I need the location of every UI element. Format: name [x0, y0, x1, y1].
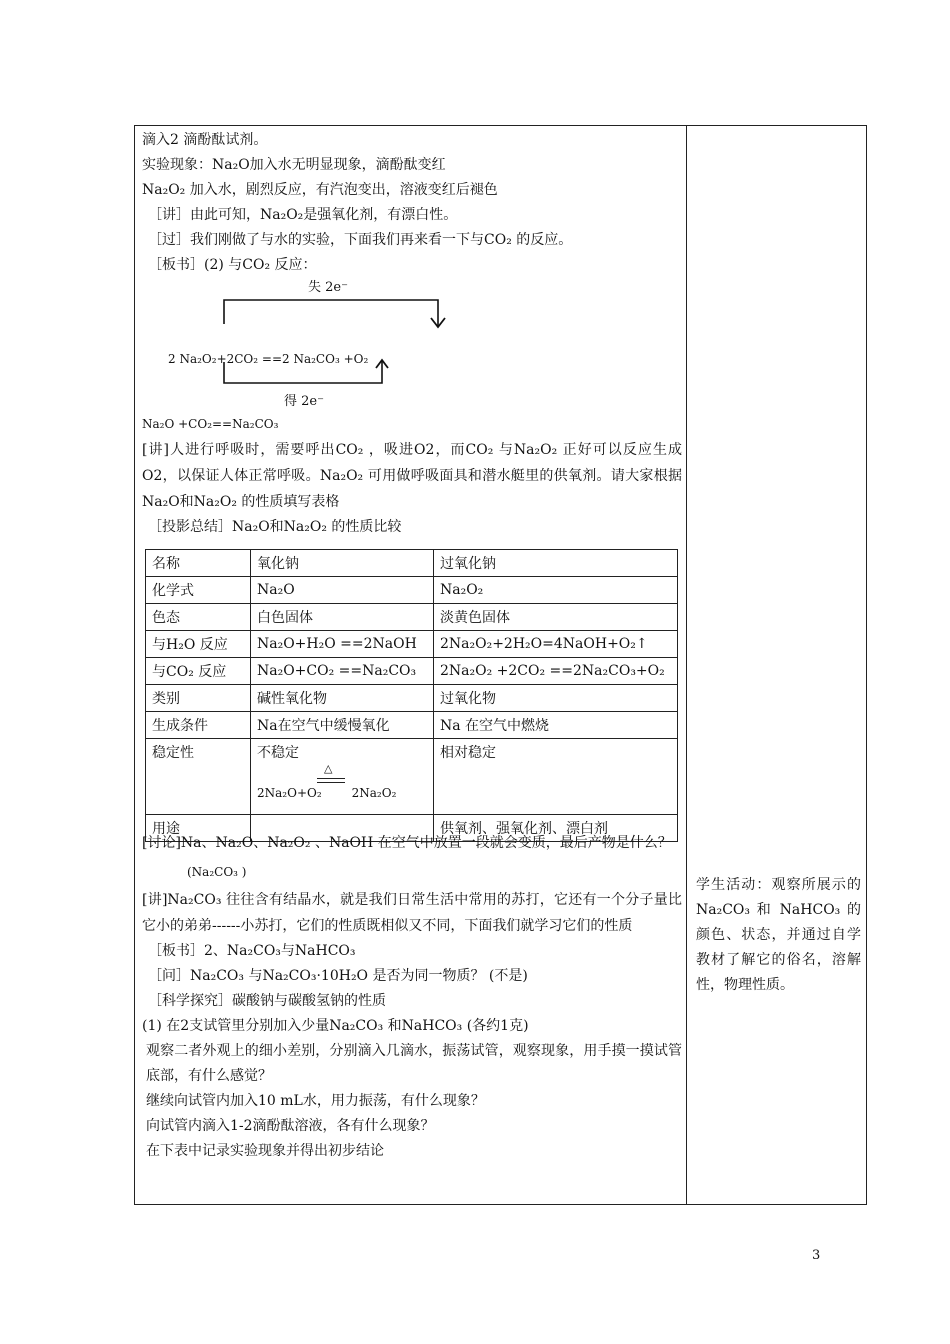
text-line: Na₂O +CO₂==Na₂CO₃ — [142, 417, 279, 431]
text-line: 继续向试管内加入10 mL水，用力振荡，有什么现象？ — [146, 1093, 485, 1109]
table-row — [146, 631, 678, 658]
table-row — [146, 658, 678, 685]
equals-bar — [317, 778, 345, 779]
student-activity-note: 学生活动：观察所展示的 Na₂CO₃ 和 NaHCO₃ 的颜色、状态，并通过自学教材了解它的俗名，溶解性，物理性质。 — [696, 877, 861, 993]
text-line: ［板书］(2) 与CO₂ 反应： — [148, 257, 317, 273]
row-label: 类别 — [146, 685, 251, 712]
paragraph: 观察二者外观上的细小差别，分别滴入几滴水，振荡试管，观察现象，用手摸一摸试管底部，有什么感觉？ — [146, 1043, 682, 1084]
row-label: 色态 — [146, 604, 251, 631]
text-line: Na₂O₂ 加入水，剧烈反应，有汽泡变出，溶液变红后褪色 — [142, 182, 498, 198]
stability-equation — [257, 786, 396, 800]
stability-text: 不稳定 — [257, 745, 299, 761]
cell-na2o: 氧化钠 — [251, 550, 434, 577]
cell-na2o2: 供氧剂、强氧化剂、漂白剂 — [434, 815, 678, 842]
row-label: 稳定性 — [146, 739, 251, 815]
comparison-table — [145, 549, 678, 842]
text-line: (Na₂CO₃ ) — [187, 865, 247, 879]
cell-na2o: 碱性氧化物 — [251, 685, 434, 712]
paragraph: [讨论]Na、Na₂O、Na₂O₂ 、NaOH 在空气中放置一段就会变质，最后产物是什么？ — [142, 835, 672, 851]
cell-na2o: Na在空气中缓慢氧化 — [251, 712, 434, 739]
text-line: ［问］Na₂CO₃ 与Na₂CO₃·10H₂O 是否为同一物质？ (不是) — [148, 968, 528, 984]
equals-bar — [317, 782, 345, 783]
electron-transfer-diagram — [142, 278, 682, 418]
table-row — [146, 685, 678, 712]
cell-na2o2: 过氧化物 — [434, 685, 678, 712]
text-line: (1) 在2支试管里分别加入少量Na₂CO₃ 和NaHCO₃ (各约1克) — [142, 1018, 529, 1034]
text-line: ［板书］2、Na₂CO₃与NaHCO₃ — [148, 943, 356, 959]
row-label: 名称 — [146, 550, 251, 577]
table-row — [146, 550, 678, 577]
text-line: 在下表中记录实验现象并得出初步结论 — [146, 1143, 384, 1159]
table-row-stability — [146, 739, 678, 815]
text-line: ［过］我们刚做了与水的实验，下面我们再来看一下与CO₂ 的反应。 — [148, 232, 573, 248]
cell-na2o2: 2Na₂O₂+2H₂O=4NaOH+O₂↑ — [434, 631, 678, 658]
gain-electrons-label: 得 2e⁻ — [284, 394, 324, 409]
cell-na2o: Na₂O — [251, 577, 434, 604]
cell-na2o: Na₂O+CO₂ ==Na₂CO₃ — [251, 658, 434, 685]
cell-na2o2: 过氧化钠 — [434, 550, 678, 577]
table-row — [146, 604, 678, 631]
row-label: 化学式 — [146, 577, 251, 604]
text-line: 向试管内滴入1-2滴酚酞溶液，各有什么现象？ — [146, 1118, 435, 1134]
table-row — [146, 712, 678, 739]
cell-na2o2: 相对稳定 — [434, 739, 678, 815]
lose-electrons-label: 失 2e⁻ — [308, 280, 348, 295]
equation-right: 2Na₂O₂ — [351, 786, 397, 800]
text-line: ［科学探究］碳酸钠与碳酸氢钠的性质 — [148, 993, 386, 1009]
paragraph: [讲]Na₂CO₃ 往往含有结晶水，就是我们日常生活中常用的苏打，它还有一个分子量比它小的弟弟------小苏打，它们的性质既相似又不同，下面我们就学习它们的性质 — [142, 892, 682, 934]
reaction-equation: 2 Na₂O₂+2CO₂ ==2 Na₂CO₃ +O₂ — [168, 352, 369, 366]
equation-left: 2Na₂O+O₂ — [257, 786, 322, 800]
main-column — [142, 128, 682, 540]
row-label: 生成条件 — [146, 712, 251, 739]
text-line: ［讲］由此可知，Na₂O₂是强氧化剂，有漂白性。 — [148, 207, 458, 223]
column-divider — [686, 125, 687, 1205]
paragraph: [讲]人进行呼吸时，需要呼出CO₂ ，吸进O2，而CO₂ 与Na₂O₂ 正好可以反应生成O2，以保证人体正常呼吸。Na₂O₂ 可用做呼吸面具和潜水艇里的供氧剂。请大家根据Na₂O和Na₂O₂ 的性质填写表格 — [142, 442, 682, 510]
stability-condition — [257, 742, 427, 808]
cell-na2o — [251, 739, 434, 815]
text-line: 滴入2 滴酚酞试剂。 — [142, 132, 268, 148]
page-number: 3 — [812, 1248, 821, 1263]
heat-symbol: △ — [324, 762, 333, 775]
cell-na2o2: Na 在空气中燃烧 — [434, 712, 678, 739]
cell-na2o: 白色固体 — [251, 604, 434, 631]
text-line: 实验现象：Na₂O加入水无明显现象，滴酚酞变红 — [142, 157, 446, 173]
main-column-lower — [142, 830, 682, 1164]
table-row — [146, 577, 678, 604]
row-label: 与H₂O 反应 — [146, 631, 251, 658]
text-line: ［投影总结］Na₂O和Na₂O₂ 的性质比较 — [148, 519, 402, 535]
cell-na2o: Na₂O+H₂O ==2NaOH — [251, 631, 434, 658]
cell-na2o2: 淡黄色固体 — [434, 604, 678, 631]
cell-na2o2: Na₂O₂ — [434, 577, 678, 604]
row-label: 与CO₂ 反应 — [146, 658, 251, 685]
cell-na2o2: 2Na₂O₂ +2CO₂ ==2Na₂CO₃+O₂ — [434, 658, 678, 685]
row-label: 用途 — [146, 815, 251, 842]
